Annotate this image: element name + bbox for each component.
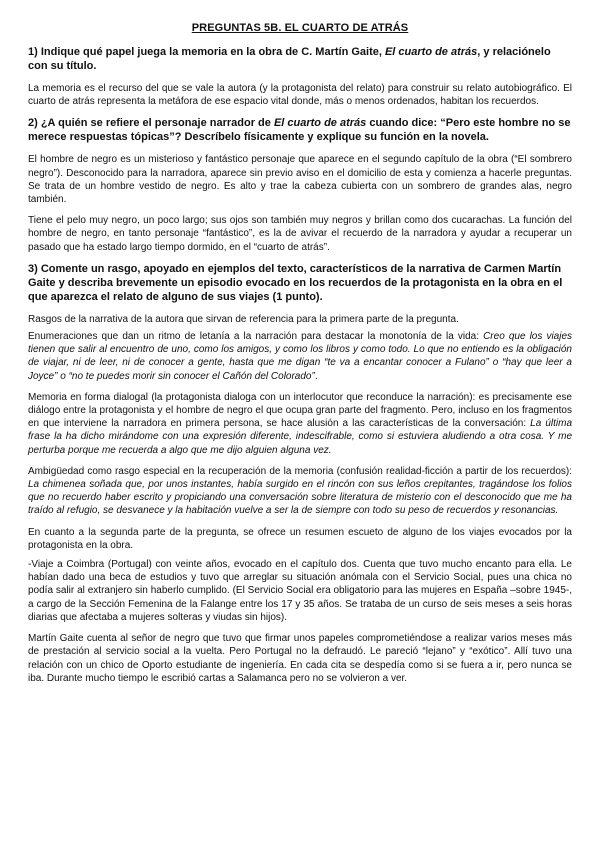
ambiguity-quote: La chimenea soñada que, por unos instantes, había surgido en el rincón con sus leños crepitantes, tragándose los folios que no recuerdo haber escrito y propiciando una conversación sobre literatura de misterio con el desconocido que me ha traído al refugio, se desvanece y la habitación vuelve a ser la de siempre con todo su peso de recuerdos y resonancias. — [28, 479, 572, 517]
answer-3-enumerations — [28, 330, 572, 383]
enumerations-end: . — [314, 370, 318, 382]
question-2-text-end: cuando dice: “Pero este hombre no se merece respuestas tópicas”? Descríbelo físicamente y explique su función en la novela. — [28, 117, 571, 144]
ambiguity-text: Ambigüedad como rasgo especial en la recuperación de la memoria (confusión realidad-ficción a partir de los recuerdos): — [28, 465, 572, 477]
question-1-text: 1) Indique qué papel juega la memoria en la obra de C. Martín Gaite, — [28, 46, 385, 58]
answer-3-final: Martín Gaite cuenta al señor de negro que tuvo que firmar unos papeles comprometiéndose a realizar varios meses más de prestación al servicio social a la vuelta. Pero Portugal no la defraudó. Le pareció “lejano” y “exótico”. Allí tuvo una relación con un chico de Oporto estudiante de ingeniería. En cada cita se despedía como si se fuera a ir, pero nunca se iba. Durante mucho tiempo le escribió cartas a Salamanca pero no se volvieron a ver. — [28, 633, 572, 684]
question-1 — [28, 45, 572, 73]
question-2-text: 2) ¿A quién se refiere el personaje narrador de — [28, 117, 274, 130]
answer-2-paragraph-2: Tiene el pelo muy negro, un poco largo; sus ojos son también muy negros y brillan como dos cucarachas. La función del hombre de negro, en tanto personaje “fantástico”, es la de avivar el recuerdo de la narradora y ayudar a recuperar un pasado que ha estado largo tiempo dormido, en el “cuarto de atrás”. — [28, 215, 572, 253]
enumerations-text: Enumeraciones que dan un ritmo de letanía a la narración para destacar la monotonía de la vida: — [28, 331, 484, 343]
answer-3-second-part: En cuanto a la segunda parte de la pregunta, se ofrece un resumen escueto de alguno de los viajes evocados por la protagonista en la obra. — [28, 526, 572, 551]
dialog-text: Memoria en forma dialogal (la protagonista dialoga con un interlocutor que reconduce la narración): es precisamente ese diálogo entre la protagonista y el hombre de negro el que ocupa gran parte del fragmento. Pero, incluso en los fragmentos en que interviene la narradora en primera persona, se hace alusión a las características de la conversación: — [28, 391, 572, 430]
answer-1: La memoria es el recurso del que se vale la autora (y la protagonista del relato) para construir su relato autobiográfico. El cuarto de atrás representa la metáfora de ese espacio vital donde, más o menos ordenados, habitan los recuerdos. — [28, 83, 572, 108]
dialog-quote: La última frase la ha dicho mirándome con una expresión diferente, indescifrable, como si estuviera aludiendo a otra cosa. Y me perturba porque me recuerda a algo que me dijo alguien alguna vez. — [28, 418, 573, 456]
enumerations-quote: Creo que los viajes tienen que salir al encuentro de uno, como los amigos, y como los libros y como todo. Lo que no entiendo es la obligación de viajar, ni de leer, ni de conocer a gente, hasta que me digan “te va a encantar conocer a Fulano” o “hay que leer a Joyce” o “no te puedes morir sin conocer el Cañón del Colorado” — [28, 331, 573, 382]
answer-3-intro: Rasgos de la narrativa de la autora que sirvan de referencia para la primera parte de la pregunta. — [28, 313, 459, 325]
question-3: 3) Comente un rasgo, apoyado en ejemplos del texto, característicos de la narrativa de Carmen Martín Gaite y describa brevemente un episodio evocado en los recuerdos de la protagonista en la obra en el que aparezca el relato de alguno de sus viajes (1 punto). — [28, 262, 563, 303]
question-2-book-title: El cuarto de atrás — [273, 117, 367, 130]
question-2 — [28, 116, 572, 144]
question-1-book-title: El cuarto de atrás — [384, 46, 478, 58]
answer-3-coimbra-trip: -Viaje a Coimbra (Portugal) con veinte años, evocado en el capítulo dos. Cuenta que tuvo mucho encanto para ella. Le habían dado una beca de estudios y tuvo que arreglar su situación anómala con el Servicio Social, pues una chica no podía salir al extranjero sin haberlo cumplido. (El Servicio Social era obligatorio para las mujeres en España –sobre 1945-, a cargo de la Sección Femenina de la Falange entre los 17 y 35 años. Se trataba de un curso de seis meses a seis horas diarias que afectaba a mujeres solteras y viudas sin hijos). — [28, 559, 572, 623]
page-title: PREGUNTAS 5B. EL CUARTO DE ATRÁS — [191, 22, 409, 34]
answer-3-dialog — [28, 391, 572, 457]
answer-2-paragraph-1: El hombre de negro es un misterioso y fantástico personaje que aparece en el segundo capítulo de la obra (“El sombrero negro”). Desconocido para la narradora, aparece sin previo aviso en el domicilio de esta y comienza a hacerle preguntas. Se trata de un hombre vestido de negro. Es alto y trae la cabeza cubierta con un sombrero de grandes alas, negro también. — [28, 154, 572, 206]
question-1-text-end: , y relaciónelo con su título. — [28, 46, 551, 72]
answer-3-ambiguity — [28, 465, 572, 518]
